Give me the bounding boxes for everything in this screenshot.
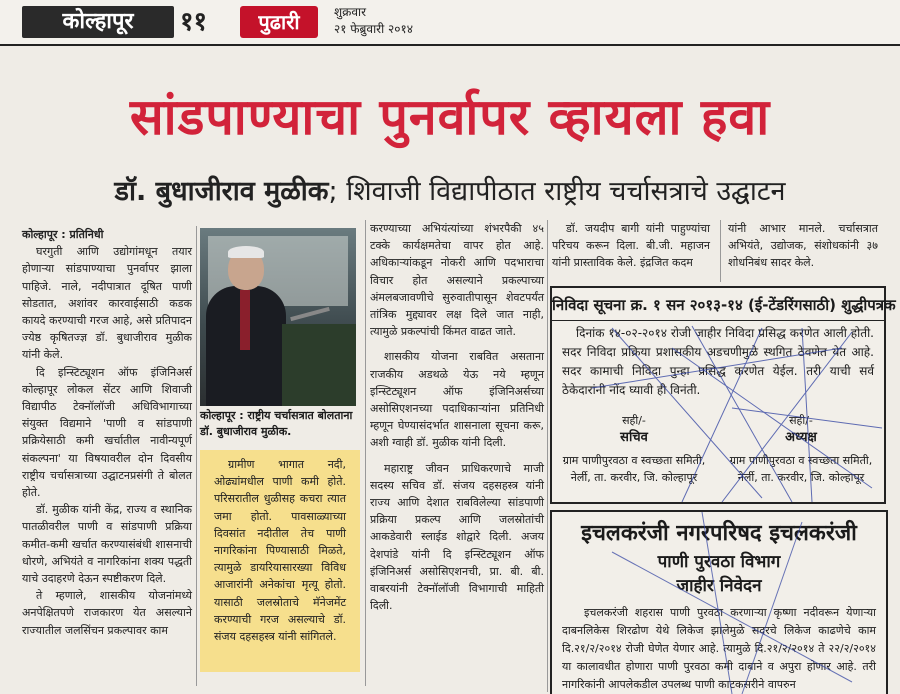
paragraph: महाराष्ट्र जीवन प्राधिकरणाचे माजी सदस्य सचिव डॉ. संजय दहसहस्त्र यांनी राज्य आणि देशात राबविलेल्या सांडपाणी प्रक्रिया प्रकल्प आणि जलस्रोतांची आकडेवारी स्लाईड शोद्वारे दिली. अजय देशपांडे यांनी दि इन्स्टिट्यूशन ऑफ इंजिनिअर्स असोसिएशनची, प्रा. बी. बी. वाबरयांनी टेक्नॉलॉजी विभागाची माहिती दिली. <box>370 461 544 613</box>
article-headline: सांडपाण्याचा पुनर्वापर व्हायला हवा <box>129 88 771 146</box>
issue-date-block <box>334 4 413 38</box>
issue-date: २१ फेब्रुवारी २०१४ <box>334 22 413 36</box>
tender-title: निविदा सूचना क्र. १ सन २०१३-१४ (ई-टेंडरिंगसाठी) शुद्धीपत्रक <box>552 290 884 321</box>
sign-label: सही/- <box>622 414 646 427</box>
president-signature <box>722 412 880 486</box>
notice-title: इचलकरंजी नगरपरिषद इचलकरंजी <box>581 521 857 546</box>
paragraph: दि इन्स्टिट्यूशन ऑफ इंजिनिअर्स कोल्हापूर लोकल सेंटर आणि शिवाजी विद्यापीठ टेक्नॉलॉजी अधिविभागाच्या संयुक्त विद्यमाने 'पाणी व सांडपाणी प्रक्रियेसाठी कमी खर्चातील नावीन्यपूर्ण संकल्पना' या विषयावरील दोन दिवसीय राष्ट्रीय चर्चासत्राच्या उद्घाटनप्रसंगी ते बोलत होते. <box>22 365 192 500</box>
tender-notice <box>550 286 896 504</box>
article-column-3 <box>370 220 544 614</box>
committee-place: नेर्ली, ता. करवीर, जि. कोल्हापूर <box>737 471 865 484</box>
column-rule <box>720 220 721 282</box>
committee-place: नेर्ली, ता. करवीर, जि. कोल्हापूर <box>570 471 698 484</box>
highlight-box <box>200 450 360 672</box>
tender-body: दिनांक १४-०२-२०१४ रोजी जाहीर निविदा प्रसिद्ध करणेत आली होती. सदर निविदा प्रक्रिया प्रशासकीय अडचणीमुळे स्थगित ठेवणेत येत आहे. सदर कामाची निविदा पुन्हा प्रसिद्ध करणेत येईल. तरी याची सर्व ठेकेदारांनी नोंद घ्यावी ही विनंती. <box>562 326 874 397</box>
committee-name: ग्राम पाणीपुरवठा व स्वच्छता समिती, <box>729 454 873 467</box>
article-subheadline <box>0 172 900 212</box>
newspaper-logo: पुढारी <box>240 6 318 38</box>
article-column-1 <box>22 226 192 639</box>
notice-department: पाणी पुरवठा विभाग <box>657 552 781 572</box>
paragraph: डॉ. मुळीक यांनी केंद्र, राज्य व स्थानिक पातळीवरील पाणी व सांडपाणी प्रक्रिया कमीत-कमी खर्चात करण्यासंबंधी शासनाची धोरणे, अभियंते व नागरिकांना शक्य पद्धती याचे उदाहरणे देऊन स्पष्टीकरण दिले. <box>22 503 192 586</box>
column-rule <box>547 220 548 692</box>
paragraph: शासकीय योजना राबवित असताना राजकीय अडथळे येऊ नये म्हणून इन्स्टिट्यूशन ऑफ इंजिनिअर्सच्या असोसिएशनच्या पदाधिकाऱ्यांना प्रतिनिधी म्हणून घेण्यासंदर्भात शासनाला सूचना करू, अशी ग्वाही डॉ. मुळीक यांनी दिली. <box>370 350 544 450</box>
speaker-photo <box>200 228 356 406</box>
dateline: कोल्हापूर : प्रतिनिधी <box>22 228 104 241</box>
municipal-notice <box>550 510 888 694</box>
sign-label: सही/- <box>789 414 813 427</box>
president-role: अध्यक्ष <box>785 430 817 445</box>
highlight-box-text: ग्रामीण भागात नदी, ओढ्यांमधील पाणी कमी होते. परिसरातील धुळीसह कचरा त्यात जमा होतो. पावसाळ्याच्या दिवसांत नदीतील तेच पाणी नागरिकांना पिण्यासाठी मिळते, त्यामुळे डायरियासारख्या विविध आजारांनी अनेकांचा मृत्यू होतो. यासाठी जलस्रोताचे मॅनेजमेंट करण्याची गरज असल्याचे डॉ. संजय दहसहस्त्र यांनी सांगितले. <box>214 458 346 644</box>
issue-day: शुक्रवार <box>334 5 367 19</box>
paragraph: डॉ. जयदीप बागी यांनी पाहुण्यांचा परिचय करून दिला. बी.जी. महाजन यांनी प्रास्ताविक केले. इंद्रजित कदम <box>552 222 710 270</box>
column-rule <box>196 226 197 686</box>
notice-body: इचलकरंजी शहरास पाणी पुरवठा करणाऱ्या कृष्णा नदीवरून येणाऱ्या दाबनलिकेस शिरढोण येथे लिकेज झालेमुळे सदरचे लिकेज काढणेचे काम दि.२१/२/२०१४ रोजी घेणेत येणार आहे. त्यामुळे दि.२१/२/२०१४ ते २२/२/२०१४ या कालावधीत होणारा पाणी पुरवठा कमी दाबाने व अपुरा होणार आहे. तरी नागरिकांनी आपलेकडील उपलब्ध पाणी काटकसरीने वापरुन <box>562 606 876 691</box>
paragraph: करण्याच्या अभियंत्यांच्या शंभरपैकी ४५ टक्के कार्यक्षमतेचा वापर होत आहे. अधिकाऱ्यांकडून नोकरी आणि पदभाराचा विचार होत असल्याने प्रकल्पाच्या अंमलबजावणीचे सुरुवातीपासून शेवटपर्यंत तांत्रिक मुद्द्यावर लक्ष दिले जात नाही, त्यामुळे प्रकल्पांची किंमत वाढत जाते. <box>370 222 544 339</box>
committee-name: ग्राम पाणीपुरवठा व स्वच्छता समिती, <box>562 454 706 467</box>
section-label: कोल्हापूर <box>22 6 174 38</box>
paragraph: ते म्हणाले, शासकीय योजनांमध्ये अनपेक्षितपणे राजकारण येत असल्याने राज्यातील जलसिंचन प्रकल्पावर काम <box>22 589 192 637</box>
page-number: ११ <box>180 7 208 37</box>
article-column-5 <box>728 220 878 272</box>
paragraph: यांनी आभार मानले. चर्चासत्रात अभियंते, उद्योजक, संशोधकांनी ३७ शोधनिबंध सादर केले. <box>728 222 878 270</box>
secretary-role: सचिव <box>620 430 648 445</box>
subheadline-text: ; शिवाजी विद्यापीठात राष्ट्रीय चर्चासत्राचे उद्घाटन <box>328 176 786 207</box>
paragraph: घरगुती आणि उद्योगांमधून तयार होणाऱ्या सांडपाण्याचा पुनर्वापर झाला पाहिजे. नाले, नदीपात्रात दूषित पाणी सोडतात, अशांवर कारवाईसाठी कडक कायदे करण्याची गरज आहे, असे प्रतिपादन ज्येष्ठ कृषितज्ज्ञ डॉ. बुधाजीराव मुळीक यांनी केले. <box>22 245 192 362</box>
notice-heading: जाहीर निवेदन <box>676 576 762 596</box>
column-rule <box>365 220 366 686</box>
secretary-signature <box>556 412 712 486</box>
speaker-name: डॉ. बुधाजीराव मुळीक <box>114 176 329 207</box>
photo-caption: कोल्हापूर : राष्ट्रीय चर्चासत्रात बोलताना डॉ. बुधाजीराव मुळीक. <box>200 409 353 438</box>
article-column-4 <box>552 220 710 272</box>
